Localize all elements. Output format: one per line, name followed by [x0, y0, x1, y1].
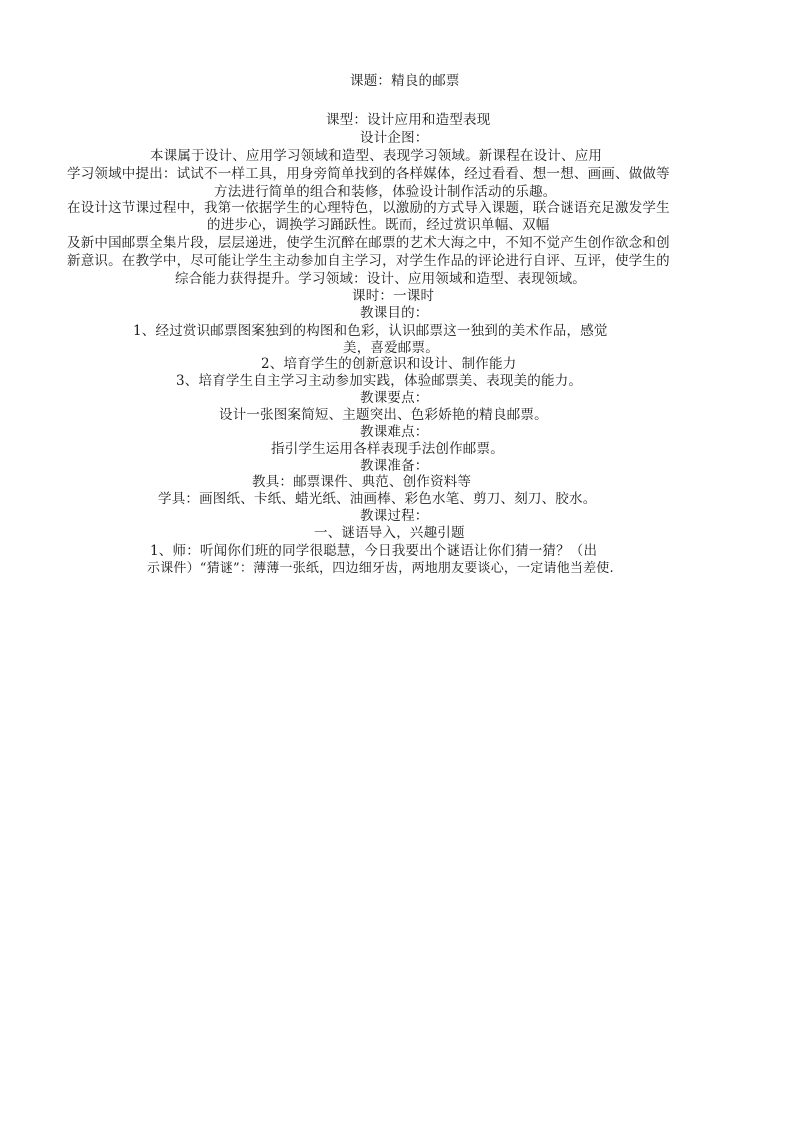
design-line: 本课属于设计、应用学习领域和造型、表现学习领域。新课程在设计、应用	[150, 148, 603, 164]
learning-tools: 学具：画图纸、卡纸、蜡光纸、油画棒、彩色水笔、剪刀、刻刀、胶水。	[158, 491, 597, 507]
design-line: 学习领域中提出：试试不一样工具，用身旁简单找到的各样媒体，经过看看、想一想、画画、做做等	[67, 166, 670, 182]
design-line: 的进步心，调换学习踊跃性。既而，经过赏识单幅、双幅	[207, 217, 550, 233]
goal-item: 3、培育学生自主学习主动参加实践，体验邮票美、表现美的能力。	[176, 373, 583, 389]
lesson-type: 课型：设计应用和造型表现	[326, 112, 491, 128]
design-heading: 设计企图：	[360, 130, 429, 146]
lesson-title: 课题：精良的邮票	[350, 73, 460, 89]
step-line: 1、师：听闻你们班的同学很聪慧，今日我要出个谜语让你们猜一猜？（出	[150, 543, 598, 559]
design-line: 综合能力获得提升。学习领域：设计、应用领域和造型、表现领域。	[175, 271, 586, 287]
class-hours: 课时：一课时	[352, 288, 435, 304]
key-points: 设计一张图案简短、主题突出、色彩娇艳的精良邮票。	[219, 407, 548, 423]
process-heading: 教课过程：	[360, 508, 429, 524]
teaching-tools: 教具：邮票课件、典范、创作资料等	[252, 474, 472, 490]
design-line: 新意识。在教学中，尽可能让学生主动参加自主学习，对学生作品的评论进行自评、互评，使学生的	[67, 253, 670, 269]
goal-item: 美，喜爱邮票。	[343, 340, 439, 356]
difficulty-heading: 教课难点：	[360, 424, 429, 440]
design-line: 在设计这节课过程中，我第一依据学生的心理特色，以激励的方式导入课题，联合谜语充足激发学生	[67, 200, 670, 216]
prep-heading: 教课准备：	[360, 458, 429, 474]
design-line: 及新中国邮票全集片段，层层递进，使学生沉醉在邮票的艺术大海之中，不知不觉产生创作欲念和创	[67, 235, 670, 251]
goal-item: 1、经过赏识邮票图案独到的构图和色彩，认识邮票这一独到的美术作品，感觉	[133, 323, 608, 339]
step-line: 示课件）“猜谜”：薄薄一张纸，四边细牙齿，两地朋友要谈心，一定请他当差使.	[147, 561, 614, 576]
difficulty: 指引学生运用各样表现手法创作邮票。	[271, 441, 504, 457]
design-line: 方法进行简单的组合和装修，体验设计制作活动的乐趣。	[214, 184, 557, 200]
key-points-heading: 教课要点：	[360, 390, 429, 406]
goals-heading: 教课目的：	[360, 305, 429, 321]
section-heading: 一、谜语导入，兴趣引题	[314, 525, 465, 541]
goal-item: 2、培育学生的创新意识和设计、制作能力	[261, 356, 517, 372]
